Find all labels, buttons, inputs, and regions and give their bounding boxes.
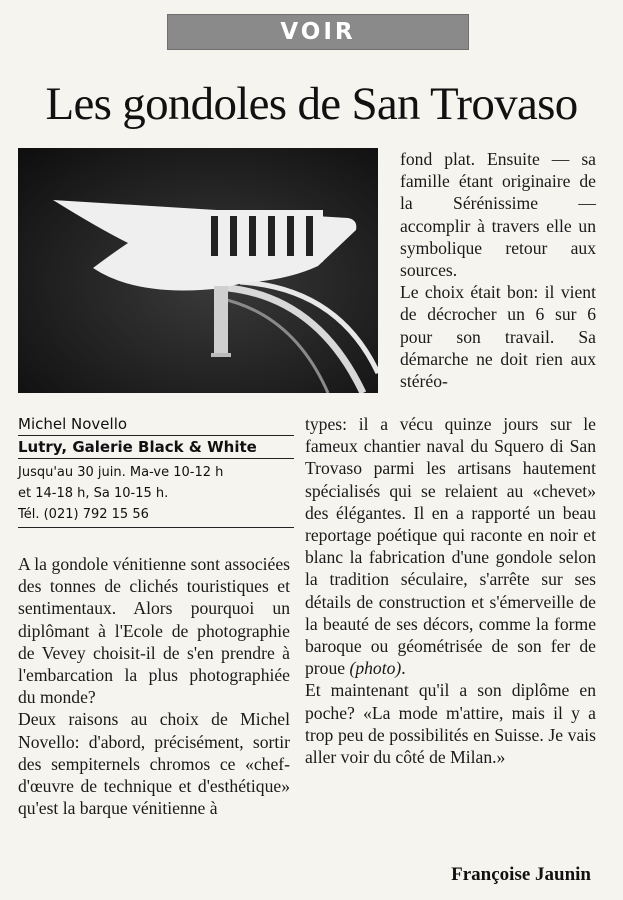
paragraph	[305, 413, 596, 679]
exhibition-info	[18, 462, 294, 528]
article-column-left	[18, 553, 290, 819]
artist-name: Michel Novello	[18, 415, 128, 433]
photo-reference: (photo)	[349, 658, 402, 679]
gondola-ferro-image	[18, 148, 378, 393]
section-label: VOIR	[280, 19, 356, 45]
author-byline: Françoise Jaunin	[451, 864, 591, 885]
paragraph: fond plat. Ensuite — sa famille étant originaire de la Sérénissime — accomplir à travers elle un symbolique retour aux sources.	[400, 149, 596, 281]
exhibition-caption	[18, 414, 294, 528]
paragraph: Deux raisons au choix de Michel Novello: d'abord, précisément, sortir des sempiternels chromos ce «chef-d'œuvre de technique et d'esthétique» qu'est la barque vénitienne à	[18, 709, 290, 819]
article-column-right-bottom	[305, 413, 596, 768]
phone-number: Tél. (021) 792 15 56	[18, 507, 149, 522]
paragraph-text: types: il a vécu quinze jours sur le fameux chantier naval du Squero di San Trovaso parmi les artisans hautement spécialisés qui se relaient au «chevet» des élégantes. Il en a rapporté un beau reportage poétique qui raconte en noir et blanc la fabrication d'une gondole selon la tradition séculaire, s'arrête sur ses détails de construction et s'émerveille de la beauté de ses décors, comme la forme baroque ou géométrisée de son fer de proue	[305, 414, 596, 679]
headline: Les gondoles de San Trovaso	[45, 78, 578, 130]
venue-name: Lutry, Galerie Black & White	[18, 435, 294, 459]
paragraph: A la gondole vénitienne sont associées des tonnes de clichés touristiques et sentimentaux. Alors pourquoi un diplômant à l'Ecole de photographie de Vevey choisit-il de s'en prendre à l'embarcation la plus photographiée du monde?	[18, 554, 290, 708]
paragraph: Le choix était bon: il vient de décrocher un 6 sur 6 pour son travail. Sa démarche ne doit rien aux stéréo-	[400, 282, 596, 392]
dates-line-1: Jusqu'au 30 juin. Ma-ve 10-12 h	[18, 465, 224, 480]
section-banner	[167, 14, 469, 50]
dates-line-2: et 14-18 h, Sa 10-15 h.	[18, 486, 169, 501]
gondola-prow-photo	[18, 148, 378, 393]
paragraph: Et maintenant qu'il a son diplôme en poche? «La mode m'attire, mais il y a trop peu de possibilités en Suisse. Je vais aller voir du côté de Milan.»	[305, 680, 596, 768]
paragraph-text-end: .	[401, 658, 406, 679]
article-column-right-top	[400, 148, 596, 392]
